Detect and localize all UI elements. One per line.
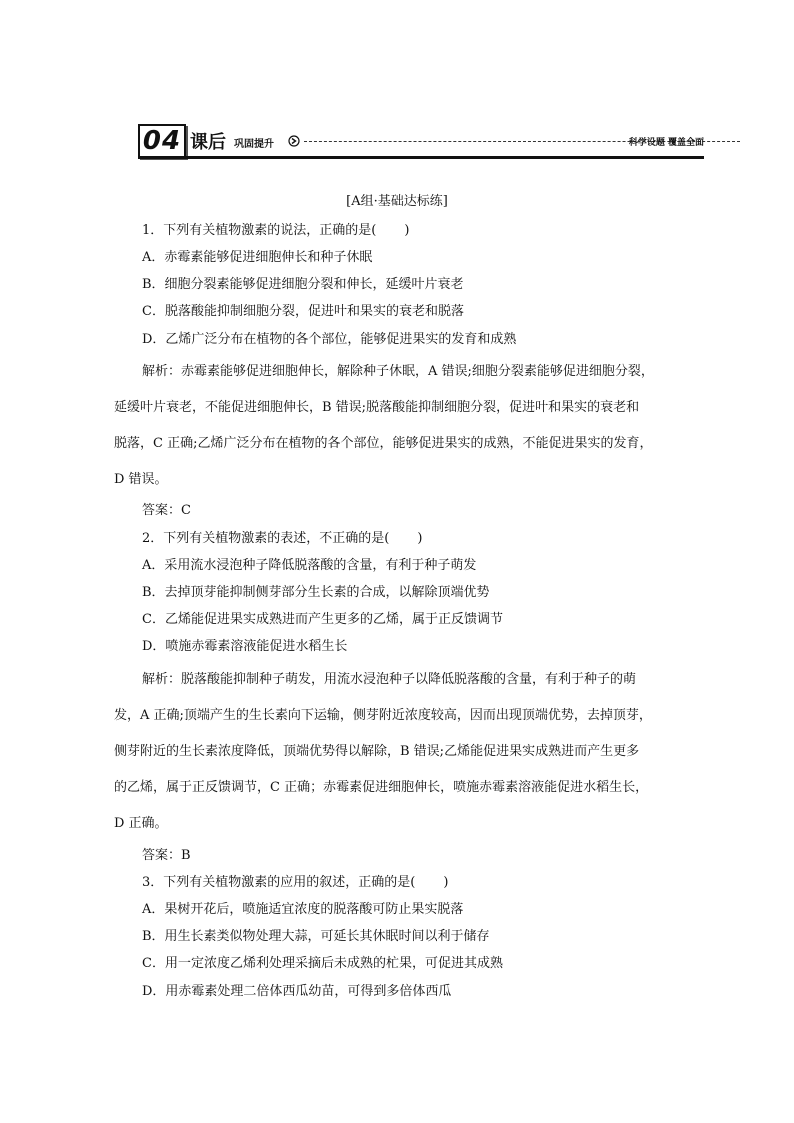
question-3-stem [142, 871, 448, 890]
question-1-stem [142, 219, 409, 238]
question-3-option-b: B．用生长素类似物处理大蒜，可延长其休眠时间以利于储存 [142, 929, 490, 944]
question-3-option-a: A．果树开花后，喷施适宜浓度的脱落酸可防止果实脱落 [142, 902, 464, 917]
question-2-explanation-line: 侧芽附近的生长素浓度降低，顶端优势得以解除，B 错误;乙烯能促进果实成熟进而产生更多 [114, 744, 640, 759]
question-2-answer: 答案：B [142, 848, 191, 863]
question-2-explanation-line: 发，A 正确;顶端产生的生长素向下运输，侧芽附近浓度较高，因而出现顶端优势，去掉顶芽， [114, 708, 652, 723]
question-1-explanation-line: D 错误。 [114, 472, 168, 487]
question-2-stem-text: 2．下列有关植物激素的表述，不正确的是( [142, 531, 390, 546]
question-3-stem-text: 3．下列有关植物激素的应用的叙述，正确的是( [142, 875, 416, 890]
banner-subtitle: 巩固提升 [234, 139, 274, 150]
question-2-explanation-line: D 正确。 [114, 816, 168, 831]
banner-rule [138, 156, 704, 159]
section-banner [138, 124, 704, 158]
question-3-paren-close: ) [443, 875, 449, 890]
arrow-right-icon [288, 135, 300, 147]
question-1-option-b: B．细胞分裂素能够促进细胞分裂和伸长，延缓叶片衰老 [142, 277, 464, 292]
banner-number: 04 [138, 124, 186, 158]
question-2-explanation-line: 解析：脱落酸能抑制种子萌发，用流水浸泡种子以降低脱落酸的含量，有利于种子的萌 [142, 672, 637, 687]
question-2-option-c: C．乙烯能促进果实成熟进而产生更多的乙烯，属于正反馈调节 [142, 612, 503, 627]
section-title: [A组·基础达标练] [346, 194, 448, 209]
question-1-option-c: C．脱落酸能抑制细胞分裂，促进叶和果实的衰老和脱落 [142, 304, 464, 319]
question-2-option-a: A．采用流水浸泡种子降低脱落酸的含量，有利于种子萌发 [142, 558, 477, 573]
question-2-explanation-line: 的乙烯，属于正反馈调节，C 正确；赤霉素促进细胞伸长，喷施赤霉素溶液能促进水稻生长， [114, 780, 649, 795]
question-2-paren-close: ) [417, 531, 423, 546]
question-1-explanation-line: 脱落，C 正确;乙烯广泛分布在植物的各个部位，能够促进果实的成熟，不能促进果实的发育， [114, 436, 653, 451]
question-1-explanation-line: 延缓叶片衰老，不能促进细胞伸长，B 错误;脱落酸能抑制细胞分裂，促进叶和果实的衰老和 [114, 400, 640, 415]
question-1-explanation-line: 解析：赤霉素能够促进细胞伸长，解除种子休眠，A 错误;细胞分裂素能够促进细胞分裂， [142, 364, 654, 379]
question-1-stem-text: 1．下列有关植物激素的说法，正确的是( [142, 223, 377, 238]
question-1-answer: 答案：C [142, 503, 191, 518]
banner-right-text: 科学设题 覆盖全面 [628, 138, 704, 148]
question-2-option-d: D．喷施赤霉素溶液能促进水稻生长 [142, 639, 348, 654]
question-3-option-c: C．用一定浓度乙烯利处理采摘后未成熟的杧果，可促进其成熟 [142, 956, 503, 971]
question-1-paren-close: ) [404, 223, 410, 238]
question-2-stem [142, 527, 422, 546]
question-2-option-b: B．去掉顶芽能抑制侧芽部分生长素的合成，以解除顶端优势 [142, 585, 490, 600]
question-3-option-d: D．用赤霉素处理二倍体西瓜幼苗，可得到多倍体西瓜 [142, 984, 452, 999]
question-1-option-d: D．乙烯广泛分布在植物的各个部位，能够促进果实的发育和成熟 [142, 332, 517, 347]
banner-title: 课后 [190, 132, 226, 153]
question-1-option-a: A．赤霉素能够促进细胞伸长和种子休眠 [142, 250, 373, 265]
